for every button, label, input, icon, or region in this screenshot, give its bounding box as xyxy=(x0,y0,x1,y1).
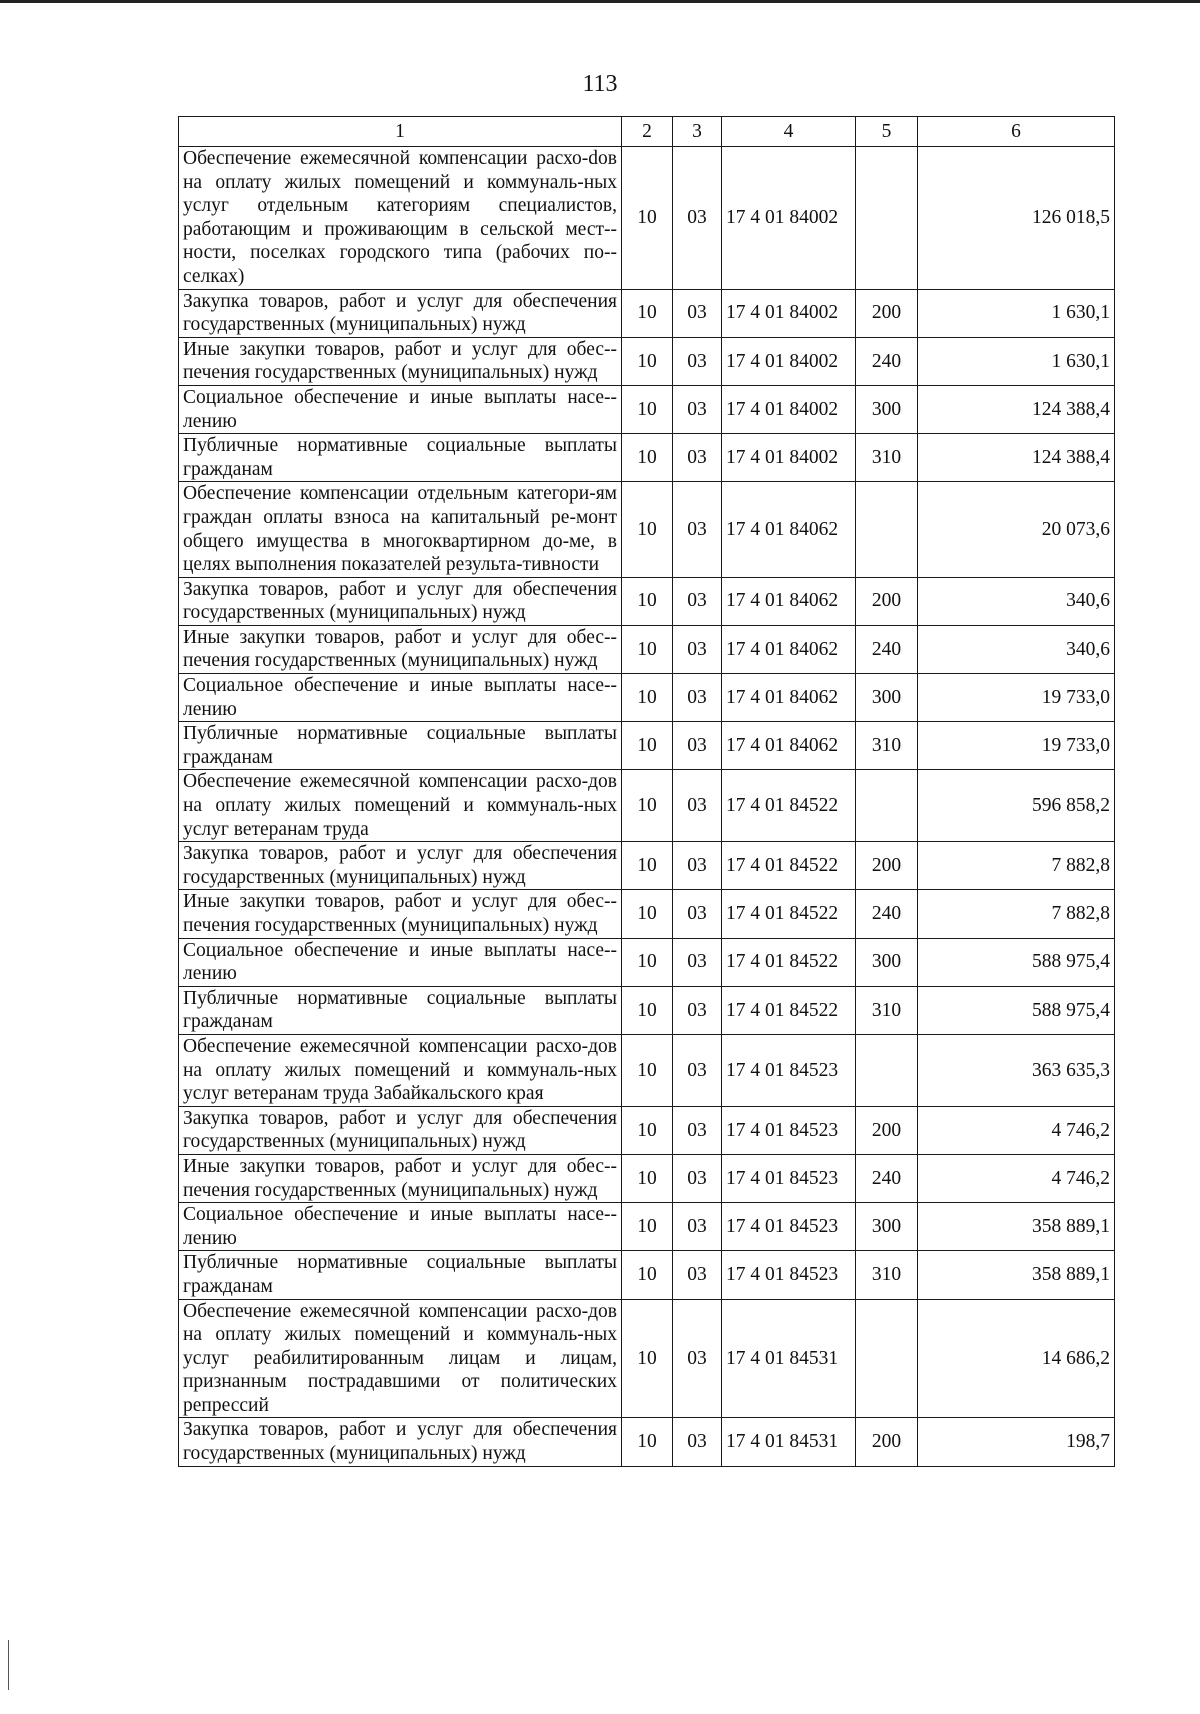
row-subsection-code: 03 xyxy=(673,147,722,290)
row-target-article: 17 4 01 84523 xyxy=(722,1251,856,1299)
row-amount: 363 635,3 xyxy=(918,1034,1115,1106)
row-section-code: 10 xyxy=(622,147,673,290)
row-description: Публичные нормативные социальные выплаты гражданам xyxy=(179,986,622,1034)
row-expense-type: 300 xyxy=(856,385,918,433)
row-description: Социальное обеспечение и иные выплаты насе-лению xyxy=(179,1203,622,1251)
row-amount: 19 733,0 xyxy=(918,722,1115,770)
row-subsection-code: 03 xyxy=(673,1106,722,1154)
row-section-code: 10 xyxy=(622,1034,673,1106)
row-target-article: 17 4 01 84522 xyxy=(722,938,856,986)
header-col-4: 4 xyxy=(722,117,856,147)
row-subsection-code: 03 xyxy=(673,577,722,625)
row-section-code: 10 xyxy=(622,625,673,673)
row-section-code: 10 xyxy=(622,1106,673,1154)
row-subsection-code: 03 xyxy=(673,482,722,577)
row-expense-type xyxy=(856,147,918,290)
table-row xyxy=(179,842,1115,890)
row-amount: 198,7 xyxy=(918,1418,1115,1466)
row-target-article: 17 4 01 84522 xyxy=(722,890,856,938)
row-amount: 340,6 xyxy=(918,577,1115,625)
row-section-code: 10 xyxy=(622,938,673,986)
margin-mark xyxy=(8,1640,9,1690)
table-row xyxy=(179,625,1115,673)
row-subsection-code: 03 xyxy=(673,385,722,433)
row-amount: 358 889,1 xyxy=(918,1203,1115,1251)
row-section-code: 10 xyxy=(622,1203,673,1251)
table-row xyxy=(179,1251,1115,1299)
row-target-article: 17 4 01 84002 xyxy=(722,337,856,385)
row-expense-type: 300 xyxy=(856,674,918,722)
row-section-code: 10 xyxy=(622,1418,673,1466)
row-amount: 124 388,4 xyxy=(918,434,1115,482)
row-expense-type: 240 xyxy=(856,890,918,938)
row-expense-type: 300 xyxy=(856,1203,918,1251)
table-body xyxy=(179,147,1115,1467)
row-description: Иные закупки товаров, работ и услуг для обес-печения государственных (муниципальных) нужд xyxy=(179,890,622,938)
row-description: Закупка товаров, работ и услуг для обеспечения государственных (муниципальных) нужд xyxy=(179,1418,622,1466)
row-target-article: 17 4 01 84062 xyxy=(722,722,856,770)
header-col-3: 3 xyxy=(673,117,722,147)
row-expense-type: 310 xyxy=(856,1251,918,1299)
row-target-article: 17 4 01 84523 xyxy=(722,1034,856,1106)
page-number: 113 xyxy=(582,71,618,97)
row-description: Закупка товаров, работ и услуг для обеспечения государственных (муниципальных) нужд xyxy=(179,289,622,337)
row-amount: 4 746,2 xyxy=(918,1154,1115,1202)
row-subsection-code: 03 xyxy=(673,434,722,482)
row-section-code: 10 xyxy=(622,842,673,890)
row-subsection-code: 03 xyxy=(673,1154,722,1202)
row-target-article: 17 4 01 84523 xyxy=(722,1154,856,1202)
row-subsection-code: 03 xyxy=(673,842,722,890)
row-target-article: 17 4 01 84531 xyxy=(722,1299,856,1418)
row-target-article: 17 4 01 84002 xyxy=(722,385,856,433)
row-expense-type: 300 xyxy=(856,938,918,986)
table-row xyxy=(179,722,1115,770)
row-section-code: 10 xyxy=(622,890,673,938)
row-target-article: 17 4 01 84522 xyxy=(722,986,856,1034)
row-target-article: 17 4 01 84522 xyxy=(722,842,856,890)
row-section-code: 10 xyxy=(622,577,673,625)
row-section-code: 10 xyxy=(622,1154,673,1202)
row-expense-type: 240 xyxy=(856,337,918,385)
budget-table xyxy=(178,116,1115,1467)
row-expense-type: 310 xyxy=(856,722,918,770)
row-description: Обеспечение ежемесячной компенсации расхо-дов на оплату жилых помещений и коммуналь-ных услуг реабилитированным лицам и лицам, признанным пострадавшими от политических репрессий xyxy=(179,1299,622,1418)
row-subsection-code: 03 xyxy=(673,625,722,673)
row-description: Закупка товаров, работ и услуг для обеспечения государственных (муниципальных) нужд xyxy=(179,577,622,625)
row-expense-type: 200 xyxy=(856,1106,918,1154)
row-expense-type xyxy=(856,482,918,577)
row-expense-type: 310 xyxy=(856,434,918,482)
row-subsection-code: 03 xyxy=(673,986,722,1034)
row-section-code: 10 xyxy=(622,289,673,337)
row-subsection-code: 03 xyxy=(673,890,722,938)
top-rule xyxy=(0,0,1200,3)
table-row xyxy=(179,1154,1115,1202)
row-description: Закупка товаров, работ и услуг для обеспечения государственных (муниципальных) нужд xyxy=(179,1106,622,1154)
table-row xyxy=(179,482,1115,577)
row-description: Иные закупки товаров, работ и услуг для обес-печения государственных (муниципальных) нужд xyxy=(179,625,622,673)
table-row xyxy=(179,147,1115,290)
row-section-code: 10 xyxy=(622,434,673,482)
row-subsection-code: 03 xyxy=(673,1251,722,1299)
table-row xyxy=(179,289,1115,337)
row-amount: 14 686,2 xyxy=(918,1299,1115,1418)
table-row xyxy=(179,385,1115,433)
table-row xyxy=(179,337,1115,385)
row-subsection-code: 03 xyxy=(673,938,722,986)
row-target-article: 17 4 01 84523 xyxy=(722,1106,856,1154)
row-target-article: 17 4 01 84062 xyxy=(722,482,856,577)
row-target-article: 17 4 01 84002 xyxy=(722,147,856,290)
row-section-code: 10 xyxy=(622,1251,673,1299)
row-target-article: 17 4 01 84062 xyxy=(722,674,856,722)
row-description: Социальное обеспечение и иные выплаты насе-лению xyxy=(179,938,622,986)
row-section-code: 10 xyxy=(622,674,673,722)
row-expense-type: 240 xyxy=(856,625,918,673)
row-target-article: 17 4 01 84002 xyxy=(722,434,856,482)
row-target-article: 17 4 01 84062 xyxy=(722,625,856,673)
row-amount: 1 630,1 xyxy=(918,289,1115,337)
row-expense-type xyxy=(856,1034,918,1106)
header-col-2: 2 xyxy=(622,117,673,147)
row-description: Социальное обеспечение и иные выплаты насе-лению xyxy=(179,385,622,433)
table-row xyxy=(179,938,1115,986)
table-row xyxy=(179,1418,1115,1466)
table-header-row xyxy=(179,117,1115,147)
row-section-code: 10 xyxy=(622,1299,673,1418)
row-target-article: 17 4 01 84522 xyxy=(722,770,856,842)
row-description: Обеспечение ежемесячной компенсации расхо-дов на оплату жилых помещений и коммуналь-ных услуг ветеранам труда Забайкальского края xyxy=(179,1034,622,1106)
row-description: Обеспечение компенсации отдельным категори-ям граждан оплаты взноса на капитальный ре-монт общего имущества в многоквартирном до-ме, в целях выполнения показателей результа-тивности xyxy=(179,482,622,577)
row-section-code: 10 xyxy=(622,722,673,770)
row-subsection-code: 03 xyxy=(673,337,722,385)
row-amount: 596 858,2 xyxy=(918,770,1115,842)
row-expense-type: 240 xyxy=(856,1154,918,1202)
row-description: Социальное обеспечение и иные выплаты насе-лению xyxy=(179,674,622,722)
row-subsection-code: 03 xyxy=(673,770,722,842)
header-col-5: 5 xyxy=(856,117,918,147)
row-subsection-code: 03 xyxy=(673,722,722,770)
table-row xyxy=(179,1106,1115,1154)
row-subsection-code: 03 xyxy=(673,1034,722,1106)
row-section-code: 10 xyxy=(622,770,673,842)
row-amount: 7 882,8 xyxy=(918,890,1115,938)
row-amount: 4 746,2 xyxy=(918,1106,1115,1154)
header-col-1: 1 xyxy=(179,117,622,147)
row-expense-type: 200 xyxy=(856,842,918,890)
row-expense-type: 200 xyxy=(856,577,918,625)
row-description: Обеспечение ежемесячной компенсации расхо-дов на оплату жилых помещений и коммуналь-ных услуг ветеранам труда xyxy=(179,770,622,842)
row-amount: 20 073,6 xyxy=(918,482,1115,577)
table-row xyxy=(179,577,1115,625)
row-description: Публичные нормативные социальные выплаты гражданам xyxy=(179,1251,622,1299)
row-section-code: 10 xyxy=(622,337,673,385)
table-row xyxy=(179,1034,1115,1106)
row-expense-type: 200 xyxy=(856,289,918,337)
row-section-code: 10 xyxy=(622,986,673,1034)
row-description: Обеспечение ежемесячной компенсации расхо-dов на оплату жилых помещений и коммуналь-ных услуг отдельным категориям специалистов, работающим и проживающим в сельской мест-ности, поселках городского типа (рабочих по-селках) xyxy=(179,147,622,290)
row-amount: 7 882,8 xyxy=(918,842,1115,890)
row-target-article: 17 4 01 84002 xyxy=(722,289,856,337)
table-row xyxy=(179,434,1115,482)
row-section-code: 10 xyxy=(622,482,673,577)
row-amount: 588 975,4 xyxy=(918,986,1115,1034)
table-row xyxy=(179,1299,1115,1418)
row-amount: 588 975,4 xyxy=(918,938,1115,986)
row-target-article: 17 4 01 84531 xyxy=(722,1418,856,1466)
row-description: Публичные нормативные социальные выплаты гражданам xyxy=(179,434,622,482)
row-subsection-code: 03 xyxy=(673,1203,722,1251)
table-row xyxy=(179,890,1115,938)
header-col-6: 6 xyxy=(918,117,1115,147)
row-subsection-code: 03 xyxy=(673,674,722,722)
row-description: Иные закупки товаров, работ и услуг для обес-печения государственных (муниципальных) нужд xyxy=(179,337,622,385)
row-expense-type xyxy=(856,770,918,842)
row-amount: 1 630,1 xyxy=(918,337,1115,385)
row-description: Публичные нормативные социальные выплаты гражданам xyxy=(179,722,622,770)
row-amount: 126 018,5 xyxy=(918,147,1115,290)
row-subsection-code: 03 xyxy=(673,1418,722,1466)
row-expense-type xyxy=(856,1299,918,1418)
row-description: Иные закупки товаров, работ и услуг для обес-печения государственных (муниципальных) нужд xyxy=(179,1154,622,1202)
row-target-article: 17 4 01 84062 xyxy=(722,577,856,625)
row-amount: 340,6 xyxy=(918,625,1115,673)
table-row xyxy=(179,1203,1115,1251)
row-target-article: 17 4 01 84523 xyxy=(722,1203,856,1251)
table-row xyxy=(179,674,1115,722)
row-amount: 358 889,1 xyxy=(918,1251,1115,1299)
table-row xyxy=(179,986,1115,1034)
row-subsection-code: 03 xyxy=(673,289,722,337)
row-amount: 124 388,4 xyxy=(918,385,1115,433)
table-row xyxy=(179,770,1115,842)
row-subsection-code: 03 xyxy=(673,1299,722,1418)
row-description: Закупка товаров, работ и услуг для обеспечения государственных (муниципальных) нужд xyxy=(179,842,622,890)
row-amount: 19 733,0 xyxy=(918,674,1115,722)
row-expense-type: 200 xyxy=(856,1418,918,1466)
row-section-code: 10 xyxy=(622,385,673,433)
row-expense-type: 310 xyxy=(856,986,918,1034)
